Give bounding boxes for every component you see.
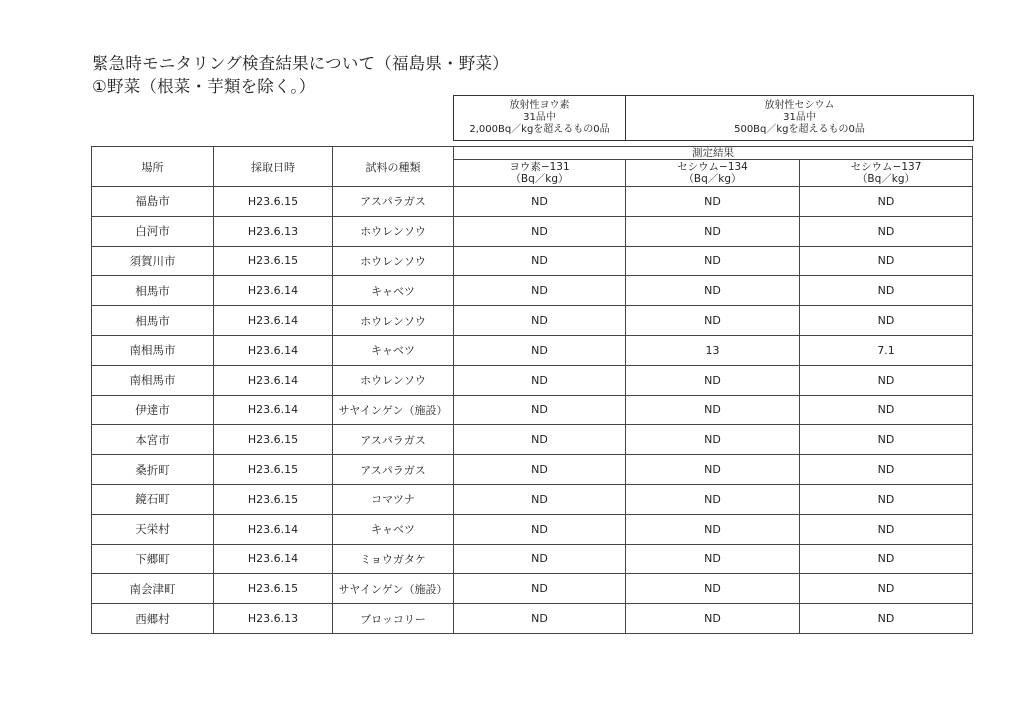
header-date: 採取日時	[214, 147, 333, 187]
cell-date: H23.6.15	[214, 425, 333, 455]
cell-date: H23.6.13	[214, 216, 333, 246]
cell-sample: ミョウガタケ	[333, 544, 454, 574]
cell-sample: ホウレンソウ	[333, 246, 454, 276]
cell-i131: ND	[454, 187, 626, 217]
table-row	[92, 604, 973, 634]
cell-cs134: ND	[626, 574, 800, 604]
cell-cs134: ND	[626, 514, 800, 544]
header-cs137-name: セシウム−137	[850, 161, 922, 173]
table-row	[92, 276, 973, 306]
cell-date: H23.6.15	[214, 246, 333, 276]
cell-location: 下郷町	[92, 544, 214, 574]
summary-cesium-threshold: 500Bq／kgを超えるもの0品	[734, 124, 865, 135]
cell-i131: ND	[454, 246, 626, 276]
cell-cs137: ND	[800, 216, 973, 246]
cell-sample: ブロッコリー	[333, 604, 454, 634]
cell-cs137: ND	[800, 306, 973, 336]
cell-cs134: ND	[626, 306, 800, 336]
cell-cs134: ND	[626, 187, 800, 217]
table-row	[92, 544, 973, 574]
cell-location: 南相馬市	[92, 335, 214, 365]
cell-sample: サヤインゲン（施設）	[333, 574, 454, 604]
cell-date: H23.6.15	[214, 187, 333, 217]
cell-cs137: ND	[800, 484, 973, 514]
cell-i131: ND	[454, 544, 626, 574]
cell-sample: キャベツ	[333, 335, 454, 365]
cell-i131: ND	[454, 216, 626, 246]
cell-location: 伊達市	[92, 395, 214, 425]
cell-i131: ND	[454, 335, 626, 365]
cell-cs134: ND	[626, 365, 800, 395]
cell-location: 福島市	[92, 187, 214, 217]
cell-i131: ND	[454, 395, 626, 425]
cell-location: 西郷村	[92, 604, 214, 634]
cell-cs137: ND	[800, 187, 973, 217]
cell-sample: キャベツ	[333, 276, 454, 306]
summary-cesium-count: 31品中	[783, 112, 816, 123]
cell-i131: ND	[454, 574, 626, 604]
cell-location: 桑折町	[92, 455, 214, 485]
cell-date: H23.6.14	[214, 276, 333, 306]
cell-date: H23.6.14	[214, 306, 333, 336]
cell-i131: ND	[454, 425, 626, 455]
cell-cs134: ND	[626, 276, 800, 306]
cell-cs134: ND	[626, 544, 800, 574]
cell-cs137: ND	[800, 514, 973, 544]
document-title: 緊急時モニタリング検査結果について（福島県・野菜）	[92, 54, 509, 73]
cell-cs137: ND	[800, 574, 973, 604]
table-row	[92, 335, 973, 365]
cell-date: H23.6.14	[214, 335, 333, 365]
cell-date: H23.6.15	[214, 574, 333, 604]
table-row	[92, 216, 973, 246]
table-row	[92, 365, 973, 395]
cell-sample: ホウレンソウ	[333, 365, 454, 395]
table-row	[92, 514, 973, 544]
cell-date: H23.6.14	[214, 395, 333, 425]
header-i131-name: ヨウ素−131	[509, 161, 570, 173]
cell-cs137: ND	[800, 604, 973, 634]
cell-cs134: ND	[626, 395, 800, 425]
cell-date: H23.6.14	[214, 544, 333, 574]
cell-cs137: ND	[800, 544, 973, 574]
header-cs134	[626, 160, 800, 187]
table-row	[92, 455, 973, 485]
cell-location: 本宮市	[92, 425, 214, 455]
table-row	[92, 484, 973, 514]
summary-iodine-threshold: 2,000Bq／kgを超えるもの0品	[469, 124, 610, 135]
cell-date: H23.6.15	[214, 455, 333, 485]
cell-cs137: ND	[800, 455, 973, 485]
document-subtitle: ①野菜（根菜・芋類を除く。）	[92, 77, 316, 96]
summary-table	[453, 95, 974, 141]
results-table	[91, 146, 973, 634]
cell-cs134: ND	[626, 455, 800, 485]
table-row	[92, 306, 973, 336]
header-i131	[454, 160, 626, 187]
cell-cs137: 7.1	[800, 335, 973, 365]
cell-i131: ND	[454, 276, 626, 306]
cell-i131: ND	[454, 484, 626, 514]
cell-cs134: 13	[626, 335, 800, 365]
cell-date: H23.6.14	[214, 365, 333, 395]
cell-cs134: ND	[626, 216, 800, 246]
table-row	[92, 187, 973, 217]
cell-location: 相馬市	[92, 306, 214, 336]
cell-cs134: ND	[626, 604, 800, 634]
cell-cs137: ND	[800, 425, 973, 455]
cell-date: H23.6.13	[214, 604, 333, 634]
summary-cesium-label: 放射性セシウム	[764, 100, 835, 111]
cell-i131: ND	[454, 306, 626, 336]
cell-cs134: ND	[626, 425, 800, 455]
header-cs134-unit: （Bq／kg）	[683, 173, 742, 185]
cell-i131: ND	[454, 455, 626, 485]
cell-location: 天栄村	[92, 514, 214, 544]
cell-sample: アスパラガス	[333, 455, 454, 485]
cell-sample: キャベツ	[333, 514, 454, 544]
cell-cs137: ND	[800, 276, 973, 306]
table-row	[92, 395, 973, 425]
summary-iodine-count: 31品中	[523, 112, 556, 123]
header-results-group: 測定結果	[454, 147, 973, 160]
cell-sample: サヤインゲン（施設）	[333, 395, 454, 425]
cell-i131: ND	[454, 514, 626, 544]
summary-cesium-cell	[626, 96, 974, 141]
cell-location: 相馬市	[92, 276, 214, 306]
cell-date: H23.6.14	[214, 514, 333, 544]
table-row	[92, 425, 973, 455]
cell-sample: ホウレンソウ	[333, 216, 454, 246]
cell-cs137: ND	[800, 395, 973, 425]
cell-location: 南相馬市	[92, 365, 214, 395]
cell-cs137: ND	[800, 246, 973, 276]
cell-cs134: ND	[626, 246, 800, 276]
results-body	[92, 187, 973, 634]
cell-location: 南会津町	[92, 574, 214, 604]
cell-location: 鏡石町	[92, 484, 214, 514]
cell-location: 須賀川市	[92, 246, 214, 276]
header-i131-unit: （Bq／kg）	[510, 173, 569, 185]
cell-cs137: ND	[800, 365, 973, 395]
table-row	[92, 574, 973, 604]
header-location: 場所	[92, 147, 214, 187]
header-cs137-unit: （Bq／kg）	[856, 173, 916, 185]
header-cs134-name: セシウム−134	[677, 161, 748, 173]
summary-iodine-cell	[454, 96, 626, 141]
cell-sample: アスパラガス	[333, 187, 454, 217]
summary-iodine-label: 放射性ヨウ素	[509, 100, 570, 111]
cell-sample: コマツナ	[333, 484, 454, 514]
header-sample: 試料の種類	[333, 147, 454, 187]
header-cs137	[800, 160, 973, 187]
cell-cs134: ND	[626, 484, 800, 514]
cell-i131: ND	[454, 365, 626, 395]
cell-i131: ND	[454, 604, 626, 634]
cell-sample: アスパラガス	[333, 425, 454, 455]
cell-sample: ホウレンソウ	[333, 306, 454, 336]
cell-location: 白河市	[92, 216, 214, 246]
table-row	[92, 246, 973, 276]
cell-date: H23.6.15	[214, 484, 333, 514]
